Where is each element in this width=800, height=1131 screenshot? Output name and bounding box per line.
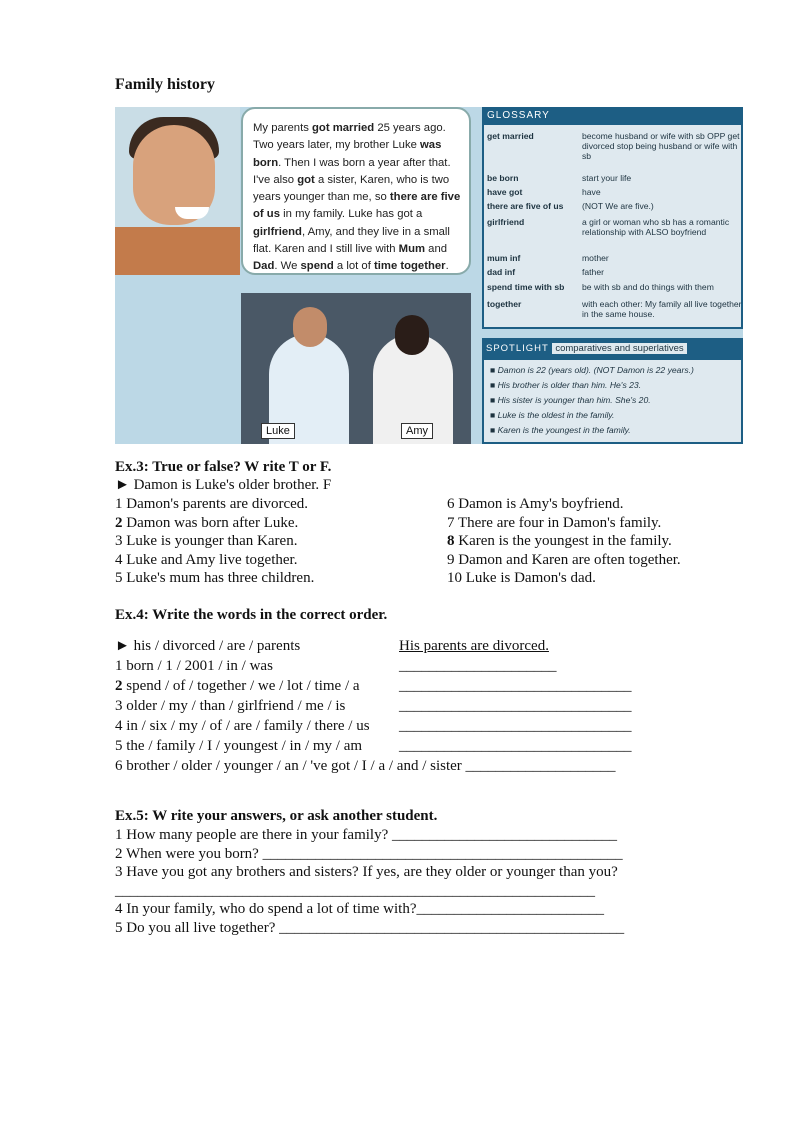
glossary-definition: (NOT We are five.) xyxy=(582,201,654,211)
glossary-box xyxy=(482,107,743,329)
glossary-definition: mother xyxy=(582,253,609,263)
spotlight-item: ■ Damon is 22 (years old). (NOT Damon is 22 years.) xyxy=(490,365,694,375)
textbook-illustration xyxy=(115,107,743,444)
ex4-prompt: 1 born / 1 / 2001 / in / was xyxy=(115,658,273,674)
ex4-example-answer: His parents are divorced. xyxy=(399,638,549,654)
answer-blank[interactable]: _______________________________ xyxy=(399,698,632,714)
glossary-word: have got xyxy=(487,187,523,197)
glossary-word: there are five of us xyxy=(487,201,564,211)
glossary-definition: become husband or wife with sb OPP get divorced stop being husband or wife with sb xyxy=(582,131,740,161)
ex4-prompt: 5 the / family / I / youngest / in / my / am xyxy=(115,738,363,754)
ex4-example-prompt: ► his / divorced / are / parents xyxy=(115,638,301,654)
ex4-prompt: 2 spend / of / together / we / lot / time / a xyxy=(115,678,360,694)
glossary-definition: father xyxy=(582,267,604,277)
glossary-word: get married xyxy=(487,131,534,141)
glossary-heading: GLOSSARY xyxy=(487,110,550,121)
ex3-statement: 7 There are four in Damon's family. xyxy=(447,514,662,531)
ex3-statement: 4 Luke and Amy live together. xyxy=(115,551,298,568)
ex5-heading: Ex.5: W rite your answers, or ask another student. xyxy=(115,808,438,824)
spotlight-box xyxy=(482,338,743,444)
ex3-example: ► Damon is Luke's older brother. F xyxy=(115,477,332,493)
ex5-question: 4 In your family, who do spend a lot of time with?_________________________ xyxy=(115,901,604,918)
glossary-definition: with each other: My family all live together in the same house. xyxy=(582,299,742,319)
ex3-statement: 10 Luke is Damon's dad. xyxy=(447,570,596,586)
answer-blank[interactable]: _______________________________ xyxy=(399,678,632,694)
glossary-word: be born xyxy=(487,173,519,183)
glossary-word: mum inf xyxy=(487,253,521,263)
glossary-definition: have xyxy=(582,187,601,197)
glossary-word: spend time with sb xyxy=(487,282,565,292)
speech-bubble: My parents got married 25 years ago. Two years later, my brother Luke was born. Then I was born a year after that. I've also got a sister, Karen, who is two years younger than me, so there are five of us in my family. Luke has got a girlfriend, Amy, and they live in a small flat. Karen and I still live with Mum and Dad. We spend a lot of time together. xyxy=(241,107,471,275)
glossary-word: girlfriend xyxy=(487,217,525,227)
ex3-heading: Ex.3: True or false? W rite T or F. xyxy=(115,459,332,475)
glossary-definition: be with sb and do things with them xyxy=(582,282,714,292)
damon-photo xyxy=(115,107,240,275)
glossary-word: dad inf xyxy=(487,267,516,277)
ex4-item-6: 6 brother / older / younger / an / 've got / I / a / and / sister ____________________ xyxy=(115,758,616,774)
spotlight-item: ■ His brother is older than him. He's 23. xyxy=(490,380,642,390)
ex5-question: 5 Do you all live together? ______________________________________________ xyxy=(115,920,625,936)
spotlight-item: ■ Luke is the oldest in the family. xyxy=(490,410,615,420)
ex3-statement: 8 Karen is the youngest in the family. xyxy=(447,533,672,549)
ex4-prompt: 4 in / six / my / of / are / family / there / us xyxy=(115,718,370,734)
ex5-question: 1 How many people are there in your family? ______________________________ xyxy=(115,827,617,843)
glossary-word: together xyxy=(487,299,522,309)
ex3-statement: 2 Damon was born after Luke. xyxy=(115,514,299,531)
ex3-statement: 6 Damon is Amy's boyfriend. xyxy=(447,496,624,512)
ex3-statement: 1 Damon's parents are divorced. xyxy=(115,496,309,512)
ex5-question: ________________________________________________________________ xyxy=(115,882,595,899)
luke-label: Luke xyxy=(261,423,295,439)
ex3-statement: 5 Luke's mum has three children. xyxy=(115,570,315,586)
spotlight-heading: SPOTLIGHT comparatives and superlatives xyxy=(486,343,687,354)
ex5-question: 3 Have you got any brothers and sisters? If yes, are they older or younger than you? xyxy=(115,864,618,881)
ex3-statement: 9 Damon and Karen are often together. xyxy=(447,551,681,568)
spotlight-item: ■ Karen is the youngest in the family. xyxy=(490,425,631,435)
luke-amy-photo xyxy=(241,293,471,444)
answer-blank[interactable]: _____________________ xyxy=(399,658,557,674)
glossary-definition: a girl or woman who sb has a romantic relationship with ALSO boyfriend xyxy=(582,217,730,237)
page-title: Family history xyxy=(115,76,215,93)
answer-blank[interactable]: _______________________________ xyxy=(399,738,632,754)
ex5-question: 2 When were you born? ________________________________________________ xyxy=(115,845,623,862)
glossary-definition: start your life xyxy=(582,173,632,183)
amy-label: Amy xyxy=(401,423,433,439)
ex4-heading: Ex.4: Write the words in the correct order. xyxy=(115,607,388,623)
spotlight-item: ■ His sister is younger than him. She's 20. xyxy=(490,395,651,405)
ex4-prompt: 3 older / my / than / girlfriend / me / is xyxy=(115,698,346,714)
ex3-statement: 3 Luke is younger than Karen. xyxy=(115,533,298,549)
answer-blank[interactable]: _______________________________ xyxy=(399,718,632,734)
